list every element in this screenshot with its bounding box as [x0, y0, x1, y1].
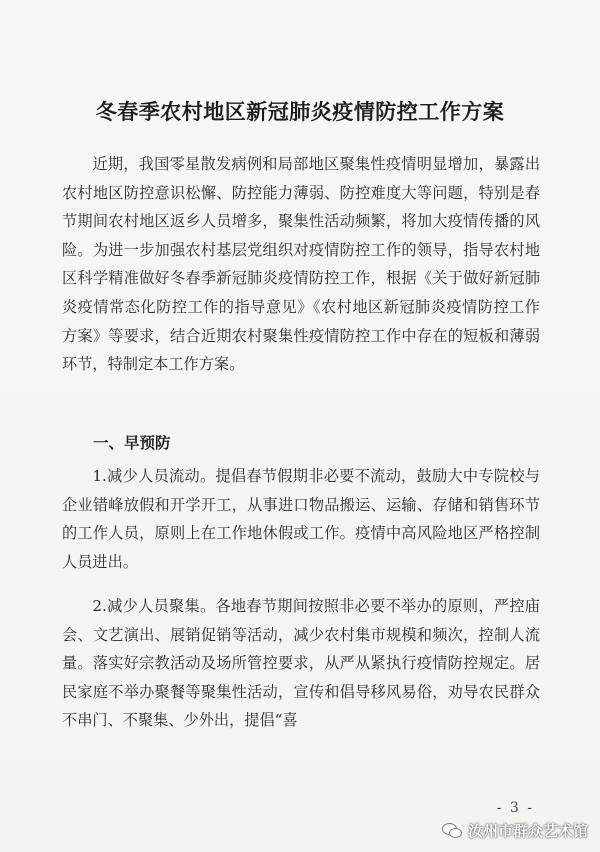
item-reduce-gathering — [62, 592, 540, 735]
intro-text: 近期，我国零星散发病例和局部地区聚集性疫情明显增加，暴露出农村地区防控意识松懈、防控能力薄弱、防控难度大等问题，特别是春节期间农村地区返乡人员增多，聚集性活动频繁，将加大疫情传播的风险。为进一步加强农村基层党组织对疫情防控工作的领导，指导农村地区科学精准做好冬春季新冠肺炎疫情防控工作，根据《关于做好新冠肺炎疫情常态化防控工作的指导意见》《农村地区新冠肺炎疫情防控工作方案》等要求，结合近期农村聚集性疫情防控工作中存在的短板和薄弱环节，特制定本工作方案。 — [62, 155, 540, 374]
page-number: - 3 - — [496, 800, 534, 816]
wechat-icon — [442, 823, 462, 839]
item2-text: 2.减少人员聚集。各地春节期间按照非必要不举办的原则，严控庙会、文艺演出、展销促销等活动，减少农村集市规模和频次，控制人流量。落实好宗教活动及场所管控要求，从严从紧执行疫情防控规定。居民家庭不举办聚餐等聚集性活动，宣传和倡导移风易俗，劝导农民群众不串门、不聚集、少外出，提倡“喜 — [62, 597, 540, 730]
intro-paragraph — [62, 150, 540, 379]
item1-text: 1.减少人员流动。提倡春节假期非必要不流动，鼓励大中专院校与企业错峰放假和开学开工，从事进口物品搬运、运输、存储和销售环节的工作人员，原则上在工作地休假或工作。疫情中高风险地区严格控制人员进出。 — [62, 467, 540, 571]
section-heading-early-prevention: 一、早预防 — [93, 434, 171, 452]
watermark — [442, 820, 588, 841]
item-reduce-mobility — [62, 462, 540, 576]
watermark-text: 汝州市群众艺术馆 — [467, 822, 588, 840]
document-title: 冬春季农村地区新冠肺炎疫情防控工作方案 — [95, 100, 505, 124]
